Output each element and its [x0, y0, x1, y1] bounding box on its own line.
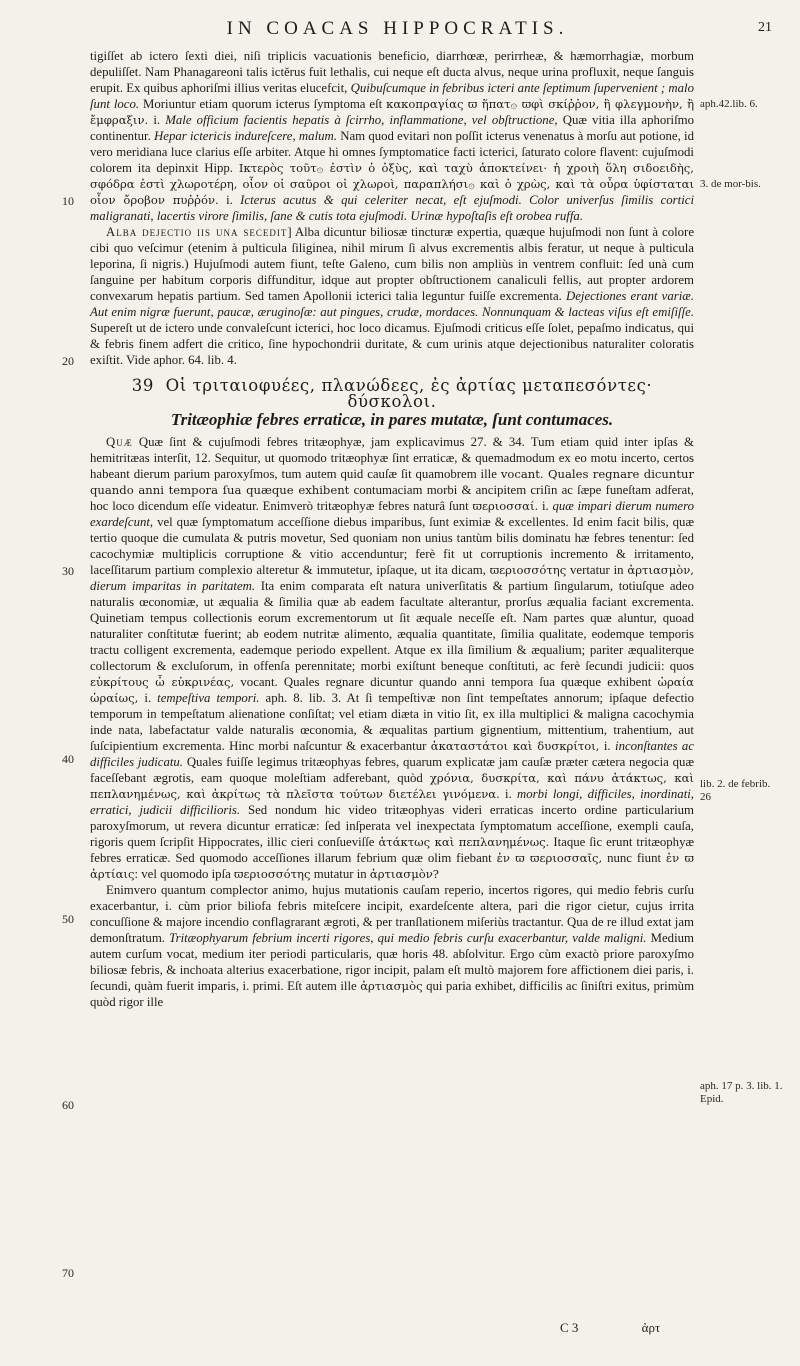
paragraph: Enimvero quantum complector animo, hujus mutationis cauſam reperio, incertos rigores, qui medio febris curſu exacerbantur, i. cùm prior biliofa febris miteſcere incipit, exardeſcente altera, pari die rigor cietur, cujus irrita concuſſione & majore incendio conflagrarant ægroti, & per tranſlationem miſeriùs tractantur. Qua de re illud extat jam demonſtratum. Tritæophyarum febrium incerti rigores, qui medio febris curſu exacerbantur, valde maligni. Medium autem curſum vocat, medium iter periodi particularis, quæ horis 48. abſolvitur. Ergo cùm exactò priore paroxyſmo biliosæ febris, & inchoata alterius exacerbatione, rigor incipit, palam eſt multò majorem fore affictionem diei paris, i. ſecundi, quàm fuerit imparis, i. primi. Eſt autem ille ἀρτιασμὸς qui paria exhibet, difficilis ac ſiniſtri exitus, primùm quòd rigor ille [90, 883, 695, 1009]
margin-note-morb: 3. de mor-bis. [700, 178, 761, 190]
line-number: 30 [62, 564, 74, 578]
paragraph: tigiſſet ab ictero ſexti diei, niſi triplicis vacuationis beneficio, diarrhœæ, perirrheæ, & hæmorrhagiæ, morbum depuliſſet. Nam Phanagareoni talis ictěrus fuit lethalis, cui neque eſt ducta alvus, neque urina profluxit, neque ſanguis erupit. Ex quibus aphoriſmi illius veritas elucefcit, Quibuſcumque in febribus icteri ante ſeptimum ſupervenient ; malo ſunt loco. Moriuntur etiam quorum icterus ſymptoma eſt κακοπραγίας ϖ ἥπατ۞ ϖφὶ σκίῤῥον, ἢ φλεγμονὴν, ἢ ἔμφραξιν. i. Male officium facientis hepatis à ſcirrho, inflammatione, vel obſtructione, Quæ vitia illa aphoriſmo continentur. Hepar ictericis indureſcere, malum. Nam quod evitari non poſſit icterus venenatus à morſu aut potione, id vero meridiana luce clarius eſſe arbiter. Atque hi omnes ſymptomatice facti icterici, ſaturato colore flavent: cujuſmodi colorem ita depinxit Hipp. Ικτερὸς τοῦτ۞ ἐστὶν ὁ ὀξὺς, καὶ ταχὺ ἀποκτείνει· ἡ χροιὴ ὅλη σιδοειδὴς, σφόδρα ἐστὶ χλωροτέρη, οἷον οἱ σαῦροι οἱ χλωροὶ, παραπλήσι۞ καὶ ὁ χρὼς, καὶ τὰ οὖρα ὑφίσταται οἷον ὄροβον πυῤῥόν. i. Icterus acutus & qui celeriter necat, eſt ejuſmodi. Color univerſus ſimilis cortici maligranati, lacertis virore ſimilis, ſane & cutis tota ejuſmodi. Urinæ hypoſtaſis eſt orobea ruffa. [90, 49, 695, 223]
line-number: 50 [62, 912, 74, 926]
page-number: 21 [758, 20, 772, 35]
signature-mark: C 3 [560, 1320, 579, 1335]
running-title: IN COACAS HIPPOCRATIS. [226, 18, 569, 39]
line-number: 10 [62, 194, 74, 208]
line-number: 40 [62, 752, 74, 766]
body-text [90, 48, 694, 1010]
catchword: ἀρτ [641, 1320, 661, 1335]
line-number: 20 [62, 354, 74, 368]
line-number: 70 [62, 1266, 74, 1280]
margin-note-aph-bottom: aph. 17 p. 3. lib. 1. Epid. [700, 1080, 783, 1105]
margin-note-aph-top: aph.42.lib. 6. [700, 98, 758, 110]
paragraph: Alba dejectio iis una secedit] Alba dicuntur biliosæ tincturæ expertia, quæque hujuſmodi non ſunt à colore cibi quo veſcimur (etenim à pulticula ſiliginea, nihil mirum ſi alvus excrementis albis feratur, ut neque à pulticula leporina, ſi nigris.) Hujuſmodi autem fiunt, teſte Galeno, cum bilis non ampliùs in ventrem confluit: ſed unà cum ſanguine per habitum corporis diffunditur, idque aut propter obſtructionem canaliculi fellis, aut propter ardorem convexarum hepatis partium. Sed tamen Apollonii icterici talia leguntur fuiſſe excrementa. Dejectiones erant variæ. Aut enim nigræ fuerunt, paucæ, æruginoſæ: aut pingues, crudæ, mordaces. Nonnunquam & lacteas viſus eſt emiſiſſe. Supereſt ut de ictero unde convaleſcunt icterici, hoc loco dicamus. Ejuſmodi criticus eſſe ſolet, pepaſmo indicatus, qui & febris finem adfert die critico, ſine hypochondrii duritate, & cum urinis atque dejectionibus naturaliter coloratis exiſtit. Vide aphor. 64. lib. 4. [90, 225, 695, 367]
page-footer [560, 1320, 660, 1336]
paragraph: Quæ Quæ ſint & cujuſmodi febres tritæophyæ, jam explicavimus 27. & 34. Tum etiam quid inter ipſas & hemitritæas interſit, 12. Sequitur, ut quomodo tritæophyæ ſint erraticæ, & quemadmodum ex eo motu incerto, certos habeant dierum parium paroxyſmos, tum autem quid cauſæ ſit quamobrem ille vocant. Quales regnare dicuntur quando anni tempora ſua quæque exhibent contumaciam morbi & ancipitem criſin ac ſæpe funeſtam adferat, hoc loco dicendum eſſe videatur. Enimverò tritæophyæ febres naturâ ſunt ϖεριοσσαί. i. quæ impari dierum numero exardeſcunt, vel quæ ſymptomatum acceſſione diebus imparibus, ſunt eximiæ & excellentes. Id enim facit bilis, quæ tertio quoque die cumulata & putris movetur, Sed quoniam non unius tantùm bilis dominatu hæ febres tenentur: ſed cacochymiæ multiplicis corruptione & vitio accenduntur; ferè fit ut corruptionis incremento & irritamento, laceſſitarum partium complexio alteretur & immutetur, ipſaque, ut ita dicam, ϖεριοσσότης vertatur in ἀρτιασμὸν, dierum imparitas in paritatem. Ita enim comparata eſt natura univerſitatis & partium ſingularum, totiuſque adeo naturalis œconomiæ, ut æqualia & ſimilia quæ ab eadem facultate alterantur, prorſus æqualia faciant excrementa. Quinetiam tempus collectionis eorum excrementorum ut ſit æquale neceſſe eſt. Nam partes quæ aluntur, quoad naturaliter conſtitutæ fuerint; ab eodem nutritæ alimento, æqualia quantitate, ſimilia qualitate, eodemque temporis tractu colligent excrementa, eademque periodo expellent. Atque ex illa ſimilium & æqualium; pariter æqualiterque collectorum & excluſorum, in offenſa perennitate; morbi exiſtunt beneque conſtituti, ac ferè ſecundi judicii: quos εὐκρίτους ὦ εὐκρινέας, vocant. Quales regnare dicuntur quando anni tempora ſua quæque exhibent ὡραία ὡραίως, i. tempeſtiva tempori. aph. 8. lib. 3. At ſi tempeſtivæ non ſint tempeſtates annorum; ipſaque defectio temporum in tempeſtatum alienatione conſiſtat; vel etiam diæta in vitio ſit, ex illa multiplici & maligna cacochymia inde nata, labefactatur valde naturalis œconomia, & æqualitas partium gignentium, mittentium, trahentium, aut ſuſcipientium excrementa. Hinc morbi naſcuntur & exacerbantur ἀκαταστάτοι καὶ δυσκρίτοι, i. inconſtantes ac difficiles judicatu. Quales fuiſſe legimus tritæophyas febres, quarum explicatæ jam cauſæ præter cætera negocia quæ faceſſebant ægrotis, eam quoque moleſtiam adferebant, quòd χρόνια, δυσκρίτα, καὶ πάνυ ἀτάκτως, καὶ πεπλανημένως, καὶ ἀκρίτως τὰ πλεῖστα τούτων διετέλει γινόμενα. i. morbi longi, difficiles, inordinati, erratici, judicii difficilioris. Sed nondum hic video tritæophyas videri erraticas incerto ordine particularium paroxyſmorum, ut revera dicuntur erraticæ: ſed inſperata vel inexpectata ſymptomatum acceſſione, exempli cauſa, rigoris quem ſcripſit Hippocrates, illic cieri conſueviſſe ἀτάκτως καὶ πεπλανημένως. Itaque ſic erunt tritæophyæ febres erraticæ. Sed quomodo acceſſiones illarum febrium quæ olim fiebant ἐν ϖ ϖεριοσσαῖς, nunc fiunt ἐν ϖ ἀρτίαις: vel quomodo ipſa ϖεριοσσότης mutatur in ἀρτιασμὸν? [90, 435, 695, 881]
line-number: 60 [62, 1098, 74, 1112]
margin-note-febr: lib. 2. de febrib. 26 [700, 778, 771, 803]
aphorism-greek: 39 Οἱ τριταιοφυέες, πλανώδεες, ἐς ἀρτίας μεταπεσόντες· δύσκολοι. [131, 376, 653, 411]
aphorism-latin: Tritæophiæ febres erraticæ, in pares mutatæ, ſunt contumaces. [170, 410, 614, 429]
